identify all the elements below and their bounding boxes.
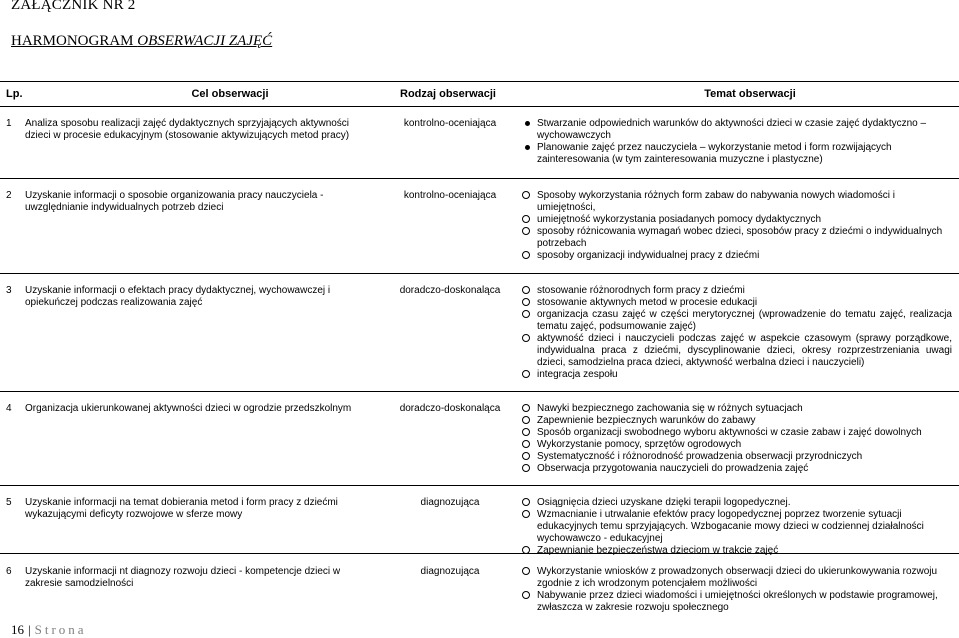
attachment-title: ZAŁĄCZNIK NR 2 xyxy=(11,0,136,13)
row-cel: Organizacja ukierunkowanej aktywności dzieci w ogrodzie przedszkolnym xyxy=(25,403,352,414)
row-cel: Uzyskanie informacji o sposobie organizowania pracy nauczyciela - uwzględnianie indywidualnych potrzeb dzieci xyxy=(25,190,324,213)
list-item: Osiągnięcia dzieci uzyskane dzięki terapii logopedycznej. xyxy=(522,497,952,509)
header-rodzaj: Rodzaj obserwacji xyxy=(400,88,496,100)
row-divider xyxy=(0,391,959,392)
list-item: integracja zespołu xyxy=(522,369,952,381)
list-item: sposoby różnicowania wymagań wobec dzieci, sposobów pracy z dziećmi o indywidualnych potrzebach xyxy=(522,226,952,250)
bullet-icon xyxy=(522,191,530,199)
table-header xyxy=(0,76,959,107)
row-temat xyxy=(522,190,952,262)
list-item: aktywność dzieci i nauczycieli podczas zajęć w aspekcie czasowym (sprawy porządkowe, indywidualna praca z dziećmi, dyscyplinowanie dzieci, okresy rozprzestrzeniania uwagi dzieci, samodzielna praca dzieci, aktywność werbalna dzieci i nauczycieli) xyxy=(522,333,952,369)
row-cel: Uzyskanie informacji o efektach pracy dydaktycznej, wychowawczej i opiekuńczej podczas realizowania zajęć xyxy=(25,285,331,308)
page-number: 16 xyxy=(11,622,24,637)
row-cel: Analiza sposobu realizacji zajęć dydaktycznych sprzyjających aktywności dzieci w procesie edukacyjnym (stosowanie aktywizujących metod pracy) xyxy=(25,118,350,141)
row-divider xyxy=(0,485,959,486)
page-separator: | xyxy=(28,622,31,637)
bullet-icon xyxy=(522,286,530,294)
bullet-icon xyxy=(522,370,530,378)
list-item: Stwarzanie odpowiednich warunków do aktywności dzieci w czasie zajęć dydaktyczno – wychowawczych xyxy=(522,118,952,142)
list-item: Wzmacnianie i utrwalanie efektów pracy logopedycznej poprzez tworzenie sytuacji edukacyjnych temu sprzyjających. Wzbogacanie mowy dzieci w codziennej działalności wychowawczo - edukacyjnej xyxy=(522,509,952,545)
bullet-icon xyxy=(525,121,530,126)
bullet-icon xyxy=(522,310,530,318)
row-temat xyxy=(522,497,952,557)
bullet-icon xyxy=(522,591,530,599)
page-word: Strona xyxy=(34,622,87,637)
bullet-icon xyxy=(525,145,530,150)
bullet-icon xyxy=(522,251,530,259)
list-item: Systematyczność i różnorodność prowadzenia obserwacji przyrodniczych xyxy=(522,451,952,463)
row-rodzaj: kontrolno-oceniająca xyxy=(403,118,497,129)
row-lp: 1 xyxy=(6,118,12,129)
schedule-title-normal: HARMONOGRAM xyxy=(11,33,138,49)
list-item: sposoby organizacji indywidualnej pracy z dziećmi xyxy=(522,250,952,262)
bullet-icon xyxy=(522,404,530,412)
row-cel: Uzyskanie informacji nt diagnozy rozwoju dzieci - kompetencje dzieci w zakresie samodzielności xyxy=(25,566,341,589)
list-item: Wykorzystanie wniosków z prowadzonych obserwacji dzieci do ukierunkowywania rozwoju zgodnie z ich wrodzonym potencjałem możliwości xyxy=(522,566,952,590)
row-rodzaj: kontrolno-oceniająca xyxy=(403,190,497,201)
list-item: Zapewnianie bezpieczeństwa dzieciom w trakcie zajęć xyxy=(522,545,952,557)
row-temat xyxy=(522,285,952,381)
row-divider xyxy=(0,273,959,274)
bullet-icon xyxy=(522,428,530,436)
bullet-icon xyxy=(522,298,530,306)
list-item: stosowanie aktywnych metod w procesie edukacji xyxy=(522,297,952,309)
row-lp: 3 xyxy=(6,285,12,296)
bullet-icon xyxy=(522,464,530,472)
list-item: Planowanie zajęć przez nauczyciela – wykorzystanie metod i form rozwijających zainteresowania (w tym zainteresowania muzyczne i plastyczne) xyxy=(522,142,952,166)
bullet-icon xyxy=(522,510,530,518)
schedule-title-italic: OBSERWACJI ZAJĘĆ xyxy=(137,33,273,49)
bullet-icon xyxy=(522,567,530,575)
list-item: Sposoby wykorzystania różnych form zabaw do nabywania nowych wiadomości i umiejętności, xyxy=(522,190,952,214)
row-divider xyxy=(0,553,959,554)
table-top-rule xyxy=(0,81,959,82)
bullet-icon xyxy=(522,452,530,460)
row-lp: 4 xyxy=(6,403,12,414)
row-rodzaj: doradczo-doskonaląca xyxy=(399,403,501,414)
bullet-icon xyxy=(522,498,530,506)
bullet-icon xyxy=(522,334,530,342)
row-cel: Uzyskanie informacji na temat dobierania metod i form pracy z dziećmi wykazującymi deficyty rozwojowe w sferze mowy xyxy=(25,497,338,520)
list-item: Obserwacja przygotowania nauczycieli do prowadzenia zajęć xyxy=(522,463,952,475)
row-temat xyxy=(522,118,952,166)
list-item: Wykorzystanie pomocy, sprzętów ogrodowych xyxy=(522,439,952,451)
row-lp: 5 xyxy=(6,497,12,508)
list-item: Sposób organizacji swobodnego wyboru aktywności w czasie zabaw i zajęć dowolnych xyxy=(522,427,952,439)
row-rodzaj: diagnozująca xyxy=(420,566,480,577)
bullet-icon xyxy=(522,416,530,424)
bullet-icon xyxy=(522,440,530,448)
row-lp: 2 xyxy=(6,190,12,201)
list-item: Nabywanie przez dzieci wiadomości i umiejętności określonych w podstawie programowej, zwłaszcza w zakresie rozwoju społecznego xyxy=(522,590,952,614)
row-lp: 6 xyxy=(6,566,12,577)
list-item: organizacja czasu zajęć w części merytorycznej (wprowadzenie do tematu zajęć, realizacja tematu zajęć, podsumowanie zajęć) xyxy=(522,309,952,333)
bullet-icon xyxy=(522,215,530,223)
header-cel: Cel obserwacji xyxy=(191,88,269,100)
schedule-title xyxy=(11,33,272,50)
row-rodzaj: doradczo-doskonaląca xyxy=(399,285,501,296)
page-footer xyxy=(11,622,87,638)
row-divider xyxy=(0,178,959,179)
bullet-icon xyxy=(522,227,530,235)
header-temat: Temat obserwacji xyxy=(704,88,796,100)
row-temat xyxy=(522,566,952,614)
list-item: Nawyki bezpiecznego zachowania się w różnych sytuacjach xyxy=(522,403,952,415)
row-temat xyxy=(522,403,952,475)
list-item: stosowanie różnorodnych form pracy z dziećmi xyxy=(522,285,952,297)
row-rodzaj: diagnozująca xyxy=(420,497,480,508)
header-lp: Lp. xyxy=(6,88,23,100)
list-item: umiejętność wykorzystania posiadanych pomocy dydaktycznych xyxy=(522,214,952,226)
list-item: Zapewnienie bezpiecznych warunków do zabawy xyxy=(522,415,952,427)
